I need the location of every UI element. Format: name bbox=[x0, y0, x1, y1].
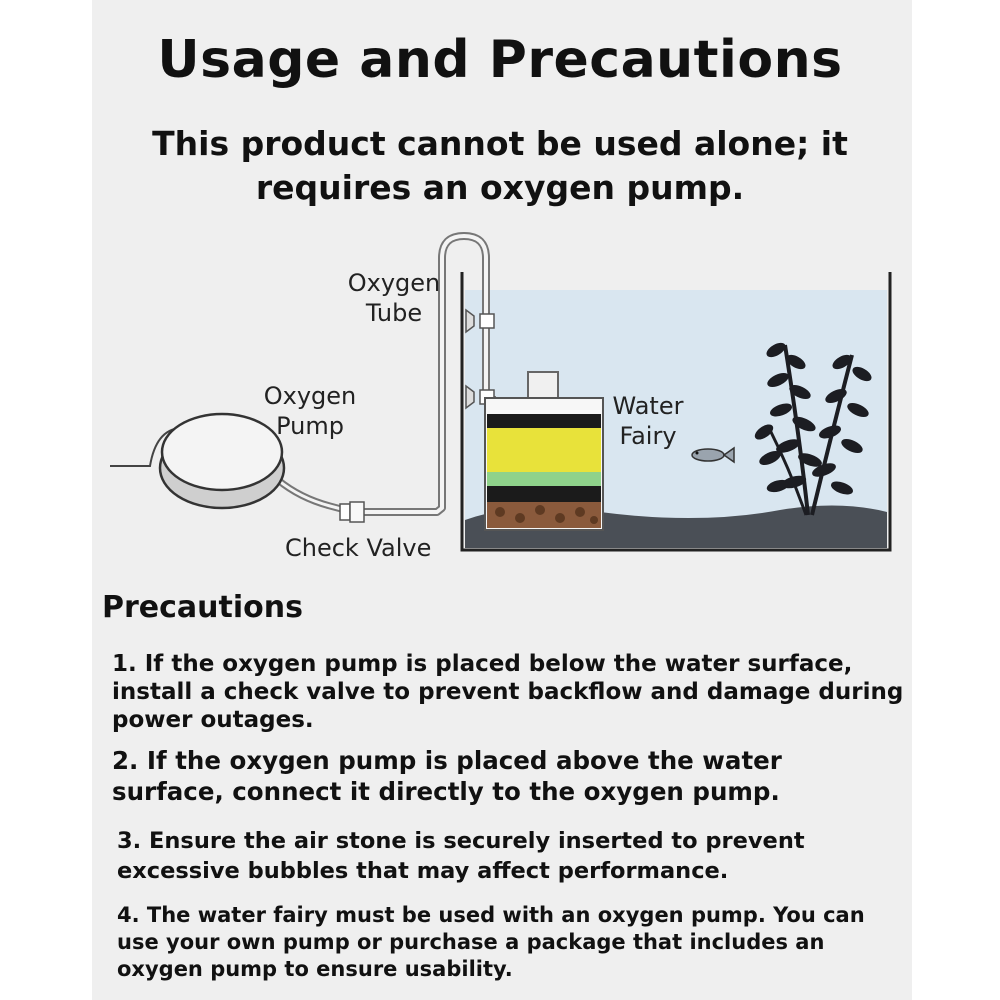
subtitle-line: This product cannot be used alone; it bbox=[152, 124, 848, 163]
label-line: Fairy bbox=[619, 422, 677, 450]
precaution-line: surface, connect it directly to the oxygen pump. bbox=[112, 777, 780, 806]
label-line: Oxygen bbox=[263, 382, 357, 410]
page-title: Usage and Precautions bbox=[157, 30, 843, 90]
precaution-item-3 bbox=[117, 826, 805, 886]
precaution-line: install a check valve to prevent backflow and damage during bbox=[112, 679, 904, 705]
label-check-valve: Check Valve bbox=[285, 534, 432, 562]
label-water-fairy bbox=[600, 391, 696, 451]
precaution-line: use your own pump or purchase a package that includes an bbox=[117, 930, 825, 954]
label-line: Water bbox=[612, 392, 684, 420]
label-oxygen-tube bbox=[336, 268, 452, 328]
precaution-item-2 bbox=[112, 745, 782, 807]
pump-hose bbox=[278, 480, 345, 510]
subtitle-line: requires an oxygen pump. bbox=[255, 168, 745, 207]
precaution-item-1 bbox=[112, 650, 903, 734]
suction-cup bbox=[466, 310, 494, 332]
precautions-title: Precautions bbox=[102, 590, 303, 625]
label-oxygen-pump bbox=[252, 381, 368, 441]
precaution-line: 2. If the oxygen pump is placed above the water bbox=[112, 746, 782, 775]
precaution-line: 1. If the oxygen pump is placed below the water surface, bbox=[112, 651, 853, 677]
label-line: Pump bbox=[276, 412, 344, 440]
precaution-line: 4. The water fairy must be used with an oxygen pump. You can bbox=[117, 903, 865, 927]
precaution-line: 3. Ensure the air stone is securely inserted to prevent bbox=[117, 828, 805, 854]
label-line: Oxygen bbox=[347, 269, 441, 297]
precaution-line: power outages. bbox=[112, 707, 314, 733]
precaution-line: oxygen pump to ensure usability. bbox=[117, 957, 513, 981]
precaution-item-4 bbox=[117, 902, 865, 983]
label-line: Tube bbox=[365, 299, 423, 327]
check-valve bbox=[340, 502, 364, 522]
precaution-line: excessive bubbles that may affect performance. bbox=[117, 858, 729, 884]
